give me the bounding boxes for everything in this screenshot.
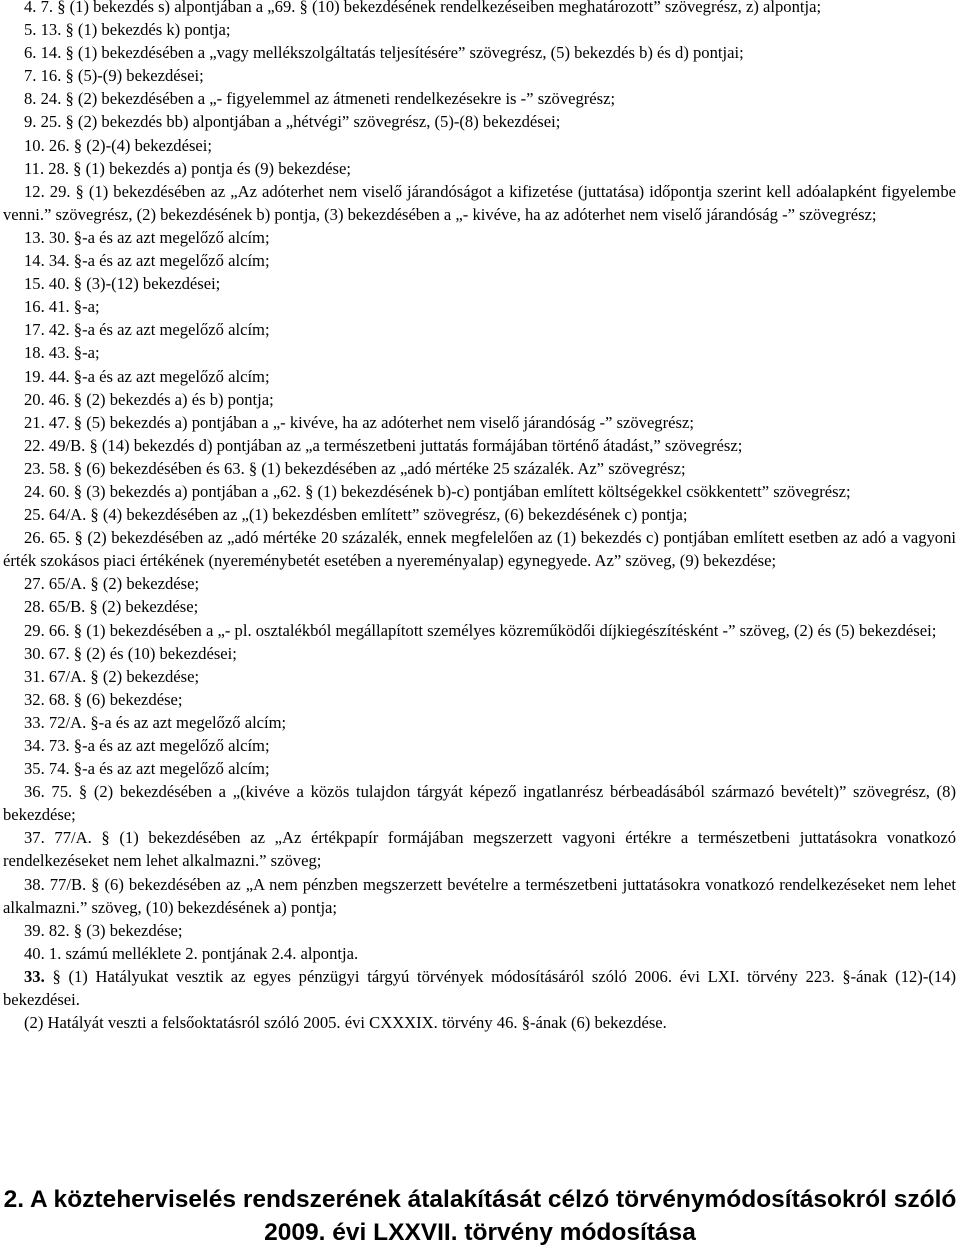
heading-line-2: 2009. évi LXXVII. törvény módosítása — [264, 1219, 696, 1246]
list-item: 7. 16. § (5)-(9) bekezdései; — [24, 66, 204, 86]
list-item: 10. 26. § (2)-(4) bekezdései; — [24, 135, 212, 155]
list-item: 8. 24. § (2) bekezdésében a „- figyelemmel az átmeneti rendelkezésekre is -” szövegrész; — [24, 89, 616, 109]
list-item: 40. 1. számú melléklete 2. pontjának 2.4. alpontja. — [24, 943, 359, 963]
list-item: 32. 68. § (6) bekezdése; — [24, 689, 183, 709]
list-item: 38. 77/B. § (6) bekezdésében az „A nem pénzben megszerzett bevételre a természetbeni juttatásokra vonatkozó rendelkezéseket nem lehet alkalmazni.” szöveg, (10) bekezdésének a) pontja; — [3, 874, 956, 917]
list-item: 24. 60. § (3) bekezdés a) pontjában a „62. § (1) bekezdésének b)-c) pontjában említett költségekkel csökkentett” szövegrész; — [24, 481, 851, 501]
list-item: 30. 67. § (2) és (10) bekezdései; — [24, 643, 237, 663]
list-item: 9. 25. § (2) bekezdés bb) alpontjában a „hétvégi” szövegrész, (5)-(8) bekezdései; — [24, 112, 561, 132]
list-item: 33. 72/A. §-a és az azt megelőző alcím; — [24, 712, 287, 732]
list-item: 29. 66. § (1) bekezdésében a „- pl. osztalékból megállapított személyes közreműködői díjkiegészítésként -” szöveg, (2) és (5) bekezdései; — [24, 620, 937, 640]
section-33-paragraph-1 — [3, 965, 956, 1011]
list-item: 13. 30. §-a és az azt megelőző alcím; — [24, 227, 270, 247]
list-item: 21. 47. § (5) bekezdés a) pontjában a „- kivéve, ha az adóterhet nem viselő járandóság -” szövegrész; — [24, 412, 694, 432]
list-item: 23. 58. § (6) bekezdésében és 63. § (1) bekezdésében az „adó mértéke 25 százalék. Az” szövegrész; — [24, 458, 686, 478]
list-item: 22. 49/B. § (14) bekezdés d) pontjában az „a természetbeni juttatás formájában történő átadást,” szövegrész; — [24, 435, 743, 455]
section-33-text: § (1) Hatályukat vesztik az egyes pénzügyi tárgyú törvények módosításáról szóló 2006. évi LXI. törvény 223. §-ának (12)-(14) bekezdései. — [3, 966, 956, 1010]
list-item: 11. 28. § (1) bekezdés a) pontja és (9) bekezdése; — [24, 158, 351, 178]
section-33-paragraph-2: (2) Hatályát veszti a felsőoktatásról szóló 2005. évi CXXXIX. törvény 46. §-ának (6) bekezdése. — [24, 1013, 667, 1033]
list-item: 5. 13. § (1) bekezdés k) pontja; — [24, 20, 231, 40]
list-item: 4. 7. § (1) bekezdés s) alpontjában a „69. § (10) bekezdésének rendelkezéseiben meghatározott” szövegrész, z) alpontja; — [24, 0, 822, 16]
list-item: 16. 41. §-a; — [24, 297, 100, 317]
list-item: 20. 46. § (2) bekezdés a) és b) pontja; — [24, 389, 274, 409]
list-item: 37. 77/A. § (1) bekezdésében az „Az értékpapír formájában megszerzett vagyoni értékre a természetbeni juttatásokra vonatkozó rendelkezéseket nem lehet alkalmazni.” szöveg; — [3, 828, 956, 871]
list-item: 18. 43. §-a; — [24, 343, 100, 363]
list-item: 25. 64/A. § (4) bekezdésében az „(1) bekezdésben említett” szövegrész, (6) bekezdésének c) pontja; — [24, 505, 688, 525]
list-item: 28. 65/B. § (2) bekezdése; — [24, 597, 199, 617]
list-item: 19. 44. §-a és az azt megelőző alcím; — [24, 366, 270, 386]
heading-line-1: 2. A közteherviselés rendszerének átalakítását célzó törvénymódosításokról szóló — [3, 1186, 957, 1213]
amendment-list — [3, 0, 956, 1034]
list-item: 34. 73. §-a és az azt megelőző alcím; — [24, 736, 270, 755]
list-item: 12. 29. § (1) bekezdésében az „Az adóterhet nem viselő járandóságot a kifizetése (juttatása) időpontja szerint kell adóalapként figyelembe venni.” szövegrész, (2) bekezdésének b) pontja, (3) bekezdésében a „- kivéve, ha az adóterhet nem viselő járandóság -” szövegrész; — [3, 181, 956, 224]
list-item: 31. 67/A. § (2) bekezdése; — [24, 666, 200, 686]
list-item: 39. 82. § (3) bekezdése; — [24, 920, 183, 940]
list-item: 35. 74. §-a és az azt megelőző alcím; — [24, 759, 270, 779]
list-item: 6. 14. § (1) bekezdésében a „vagy mellékszolgáltatás teljesítésére” szövegrész, (5) bekezdés b) és d) pontjai; — [24, 43, 744, 63]
list-item: 17. 42. §-a és az azt megelőző alcím; — [24, 320, 270, 340]
list-item: 27. 65/A. § (2) bekezdése; — [24, 574, 200, 594]
section-number: 33. — [24, 966, 45, 986]
list-item: 14. 34. §-a és az azt megelőző alcím; — [24, 251, 270, 271]
list-item: 36. 75. § (2) bekezdésében a „(kivéve a közös tulajdon tárgyát képező ingatlanrész bérbeadásából származó bevételt)” szövegrész, (8) bekezdése; — [3, 782, 956, 825]
section-heading — [0, 1183, 960, 1249]
list-item: 15. 40. § (3)-(12) bekezdései; — [24, 274, 221, 294]
list-item: 26. 65. § (2) bekezdésében az „adó mértéke 20 százalék, ennek megfelelően az (1) bekezdés c) pontjában említett esetben az adó a vagyoni érték szokásos piaci értékének (nyereménybetét esetében a nyereményalap) egynegyede. Az” szöveg, (9) bekezdése; — [3, 528, 956, 571]
